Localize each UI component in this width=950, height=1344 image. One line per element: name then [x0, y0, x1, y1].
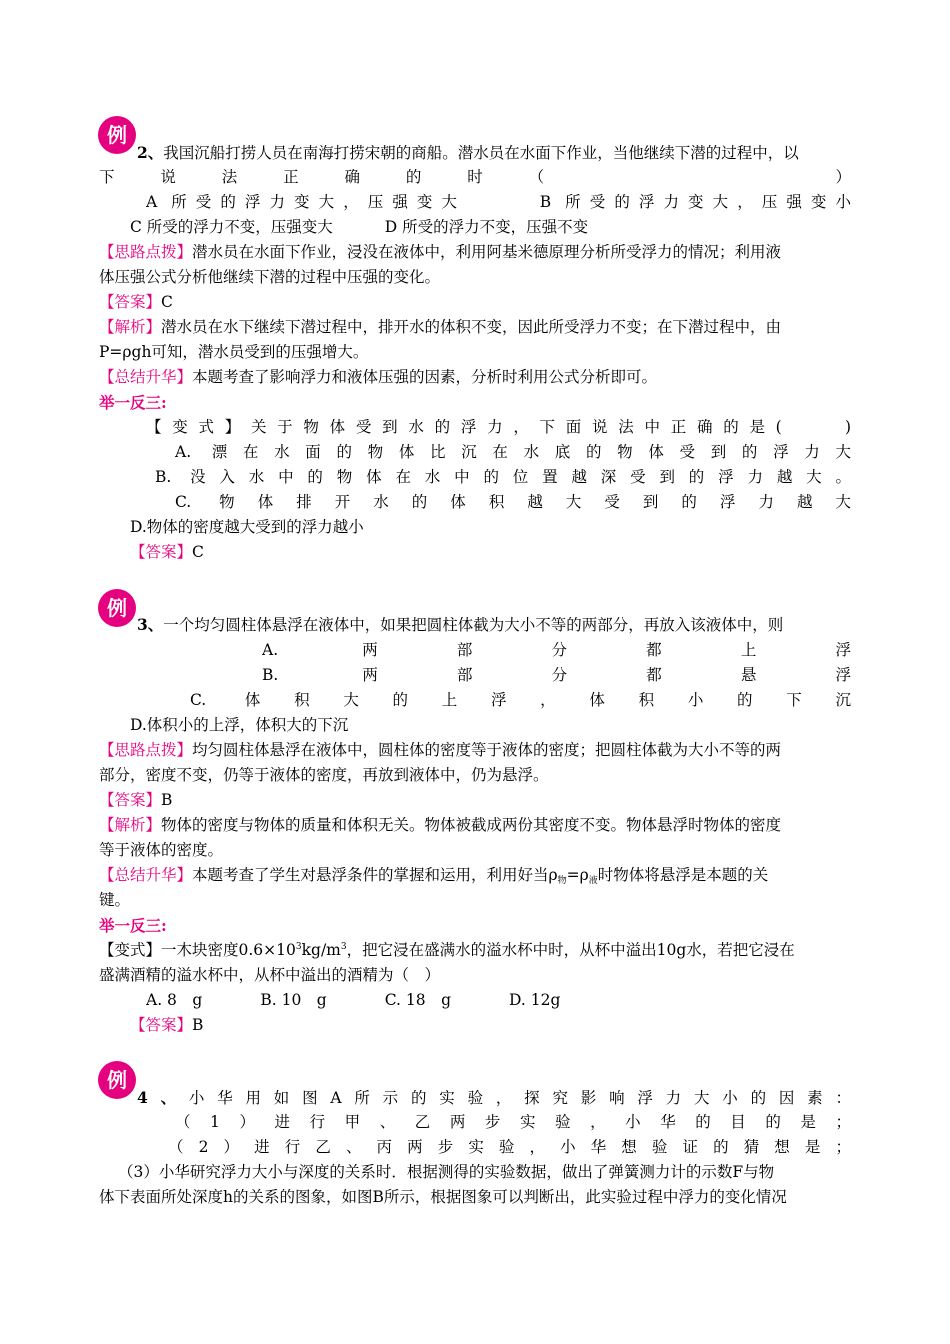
q2-analysis-text1: 潜水员在水下继续下潜过程中，排开水的体积不变，因此所受浮力不变；在下潜过程中，由 [161, 318, 782, 336]
q3-analysis-label: 【解析】 [99, 816, 162, 834]
q4-stem-line [137, 1085, 851, 1110]
q3-variant-post: ，把它浸在盛满水的溢水杯中时，从杯中溢出10g水，若把它浸在 [346, 941, 795, 959]
q2-variant-answer-line [130, 540, 851, 565]
q3-variant-option-d: D. 12g [509, 991, 561, 1009]
q3-answer-label: 【答案】 [99, 791, 162, 809]
q2-options-ab [146, 190, 851, 215]
q3-variant-option-c: C. 18 g [384, 991, 452, 1009]
q2-option-a: A 所受的浮力变大，压强变大 [146, 193, 467, 211]
q2-variant-option-d: D.物体的密度越大受到的浮力越小 [130, 518, 364, 536]
q3-variant-option-b: B. 10 g [260, 991, 327, 1009]
q3-option-c: C. 体积大的上浮，体积小的下沉 [190, 691, 851, 709]
example-badge-icon [97, 1060, 137, 1100]
q3-summary-mid: =ρ [566, 866, 589, 884]
svg-text:例: 例 [107, 596, 127, 620]
q4-item1: （1）进行甲、乙两步实验，小华的目的是； [175, 1113, 851, 1131]
q2-hint-label: 【思路点拨】 [99, 243, 193, 261]
q3-analysis-line2: 等于液体的密度。 [99, 841, 224, 859]
q2-hint-line2: 体压强公式分析他继续下潜的过程中压强的变化。 [99, 268, 441, 286]
q4-item4: 体下表面所处深度h的关系的图象，如图B所示，根据图象可以判断出，此实验过程中浮力的变化情况 [99, 1188, 787, 1206]
q3-practice-heading: 举一反三: [99, 916, 167, 935]
q2-analysis-line1 [99, 315, 851, 340]
q3-analysis-text1: 物体的密度与物体的质量和体积无关。物体被截成两份其密度不变。物体悬浮时物体的密度 [161, 816, 782, 834]
q3-hint-text1: 均匀圆柱体悬浮在液体中，圆柱体的密度等于液体的密度；把圆柱体截为大小不等的两 [192, 741, 782, 759]
q4-stem-text: 小华用如图A所示的实验，探究影响浮力大小的因素： [188, 1089, 851, 1107]
q3-summary-sub1: 物 [557, 876, 567, 886]
q3-stem-text: 一个均匀圆柱体悬浮在液体中，如果把圆柱体截为大小不等的两部分，再放入该液体中，则 [163, 616, 784, 634]
q2-variant-stem: 【变式】关于物体受到水的浮力，下面说法中正确的是( ) [146, 418, 851, 436]
q3-variant-line2: 盛满酒精的溢水杯中，从杯中溢出的酒精为（ ） [99, 966, 441, 984]
q3-variant-answer: B [192, 1016, 204, 1034]
q2-variant-answer-label: 【答案】 [130, 543, 193, 561]
q2-hint-line1 [99, 240, 851, 265]
q3-variant-answer-line [130, 1013, 851, 1038]
q3-variant-sup1: 3 [295, 942, 302, 952]
q3-variant-unit: kg/m [301, 941, 341, 959]
svg-text:例: 例 [107, 1068, 127, 1092]
q2-stem-line2: 下说法正确的时（ ） [99, 168, 851, 186]
q2-variant-answer: C [192, 543, 204, 561]
q3-summary-post: 时物体将悬浮是本题的关 [597, 866, 769, 884]
q3-hint-line1 [99, 738, 851, 763]
q3-summary-line2: 键。 [99, 891, 131, 909]
svg-text:例: 例 [107, 123, 127, 147]
q3-analysis-line1 [99, 813, 851, 838]
q3-variant-options [146, 988, 851, 1013]
q2-summary-label: 【总结升华】 [99, 368, 193, 386]
q2-hint-text1: 潜水员在水面下作业，浸没在液体中，利用阿基米德原理分析所受浮力的情况；利用液 [192, 243, 782, 261]
q2-analysis-line2: P=ρgh可知，潜水员受到的压强增大。 [99, 343, 369, 361]
q2-variant-option-c: C. 物体排开水的体积越大受到的浮力越大 [175, 493, 851, 511]
q3-number: 3、 [137, 615, 164, 634]
q2-practice-heading: 举一反三: [99, 393, 167, 412]
q2-stem-line1 [99, 140, 851, 165]
q3-option-a: A. 两部分都上浮 [262, 641, 851, 659]
q2-answer-label: 【答案】 [99, 293, 162, 311]
q3-option-b: B. 两部分都悬浮 [262, 666, 851, 684]
q3-variant-pre: 一木块密度0.6×10 [161, 941, 296, 959]
q3-hint-line2: 部分，密度不变，仍等于液体的密度，再放到液体中，仍为悬浮。 [99, 766, 549, 784]
q2-variant-option-a: A. 漂在水面的物体比沉在水底的物体受到的浮力大 [175, 443, 851, 461]
q2-answer-line [99, 290, 851, 315]
q3-hint-label: 【思路点拨】 [99, 741, 193, 759]
q3-stem-line [99, 612, 851, 637]
q3-variant-line1 [99, 938, 851, 963]
q2-answer: C [161, 293, 173, 311]
q3-summary-label: 【总结升华】 [99, 866, 193, 884]
q3-answer-line [99, 788, 851, 813]
q2-analysis-label: 【解析】 [99, 318, 162, 336]
q3-variant-answer-label: 【答案】 [130, 1016, 193, 1034]
q4-number: 4、 [137, 1088, 189, 1107]
q2-option-b: B 所受的浮力变大，压强变小 [539, 193, 851, 211]
q3-variant-label: 【变式】 [99, 941, 162, 959]
q2-variant-option-b: B. 没入水中的物体在水中的位置越深受到的浮力越大。 [155, 468, 851, 486]
q2-option-d: D 所受的浮力不变，压强不变 [384, 218, 589, 236]
q2-summary-text: 本题考查了影响浮力和液体压强的因素，分析时利用公式分析即可。 [192, 368, 658, 386]
q2-summary-line [99, 365, 851, 390]
q2-number: 2、 [137, 143, 164, 162]
q3-variant-option-a: A. 8 g [146, 991, 203, 1009]
q3-option-d: D.体积小的上浮，体积大的下沉 [130, 716, 349, 734]
q3-answer: B [161, 791, 173, 809]
q3-summary-line [99, 863, 851, 888]
q4-item2: （2）进行乙、丙两步实验，小华想验证的猜想是； [168, 1138, 851, 1156]
q3-variant-sup2: 3 [340, 942, 347, 952]
q2-stem-text1: 我国沉船打捞人员在南海打捞宋朝的商船。潜水员在水面下作业，当他继续下潜的过程中，以 [163, 144, 799, 162]
q4-item3: （3）小华研究浮力大小与深度的关系时．根据测得的实验数据，做出了弹簧测力计的示数F与物 [118, 1163, 775, 1181]
q2-options-cd [130, 215, 851, 240]
q2-option-c: C 所受的浮力不变，压强变大 [130, 218, 333, 236]
q3-summary-pre: 本题考查了学生对悬浮条件的掌握和运用，利用好当ρ [192, 866, 558, 884]
q3-summary-sub2: 液 [588, 876, 598, 886]
